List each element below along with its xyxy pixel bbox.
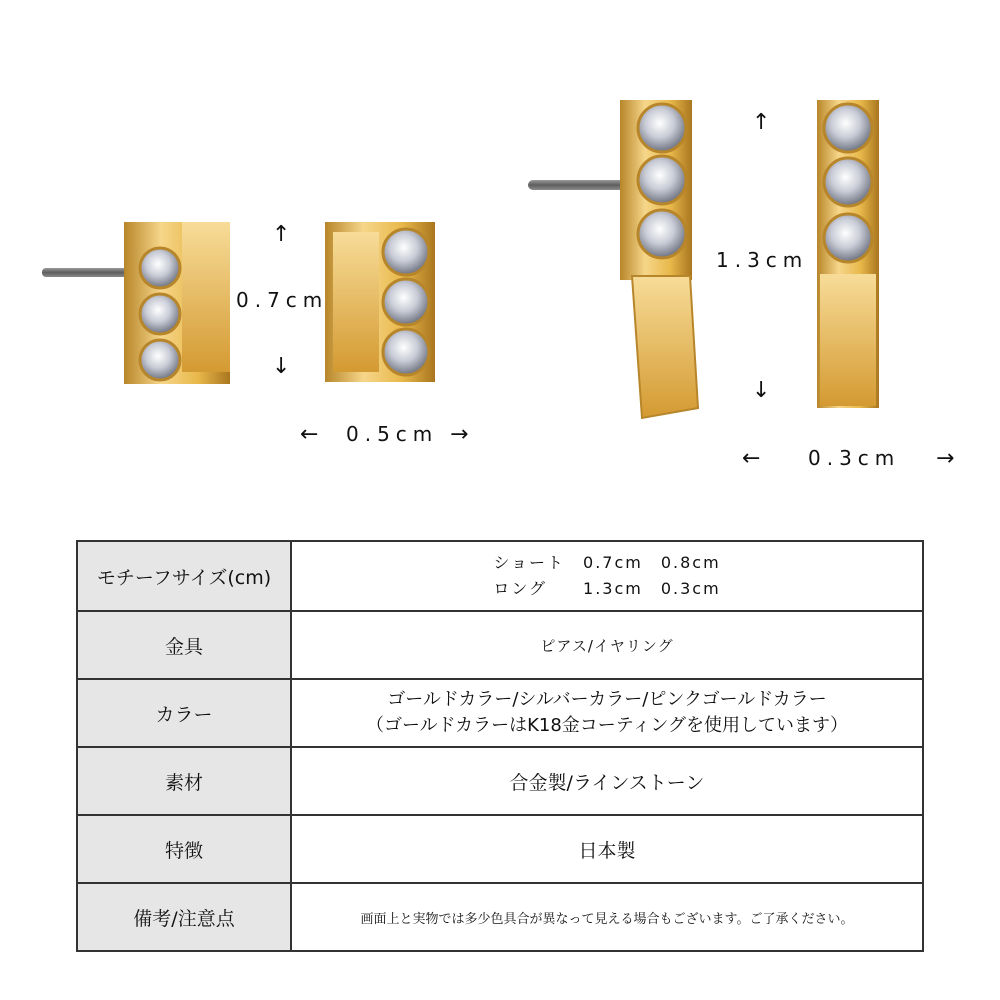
table-row [77, 883, 923, 951]
color-note: （ゴールドカラーはK18金コーティングを使用しています） [365, 715, 848, 736]
short-earring-front [325, 222, 435, 382]
long-width-label: 0.3cm [808, 446, 901, 470]
spec-label-color: カラー [77, 679, 291, 747]
short-height-down-arrow: ↓ [272, 354, 291, 379]
long-earring-side [528, 100, 698, 418]
table-row [77, 815, 923, 883]
short-height-up-arrow: ↑ [272, 222, 291, 247]
color-options: ゴールドカラー/シルバーカラー/ピンクゴールドカラー [387, 689, 827, 710]
short-earring-side [42, 222, 230, 384]
spec-value-fitting: ピアス/イヤリング [291, 611, 923, 679]
spec-label-notes: 備考/注意点 [77, 883, 291, 951]
table-row [77, 541, 923, 611]
table-row [77, 679, 923, 747]
long-height-down-arrow: ↓ [752, 378, 771, 403]
spec-value-feature: 日本製 [291, 815, 923, 883]
long-width-right-arrow: → [936, 446, 955, 471]
motif-size-short: ショート 0.7cm 0.8cm [493, 553, 721, 572]
spec-label-motif-size: モチーフサイズ(cm) [77, 541, 291, 611]
short-width-label: 0.5cm [346, 422, 439, 446]
spec-value-color [291, 679, 923, 747]
short-height-label: 0.7cm [236, 288, 329, 312]
spec-label-material: 素材 [77, 747, 291, 815]
spec-label-feature: 特徴 [77, 815, 291, 883]
table-row [77, 611, 923, 679]
short-width-left-arrow: ← [300, 422, 319, 447]
long-height-up-arrow: ↑ [752, 110, 771, 135]
table-row [77, 747, 923, 815]
long-earring-front [817, 100, 879, 408]
spec-label-fitting: 金具 [77, 611, 291, 679]
spec-value-motif-size [291, 541, 923, 611]
spec-value-material: 合金製/ラインストーン [291, 747, 923, 815]
long-height-label: 1.3cm [716, 248, 809, 272]
spec-table [76, 540, 924, 952]
motif-size-long: ロング 1.3cm 0.3cm [493, 579, 721, 598]
long-width-left-arrow: ← [742, 446, 761, 471]
spec-value-notes: 画面上と実物では多少色具合が異なって見える場合もございます。ご了承ください。 [291, 883, 923, 951]
short-width-right-arrow: → [450, 422, 469, 447]
